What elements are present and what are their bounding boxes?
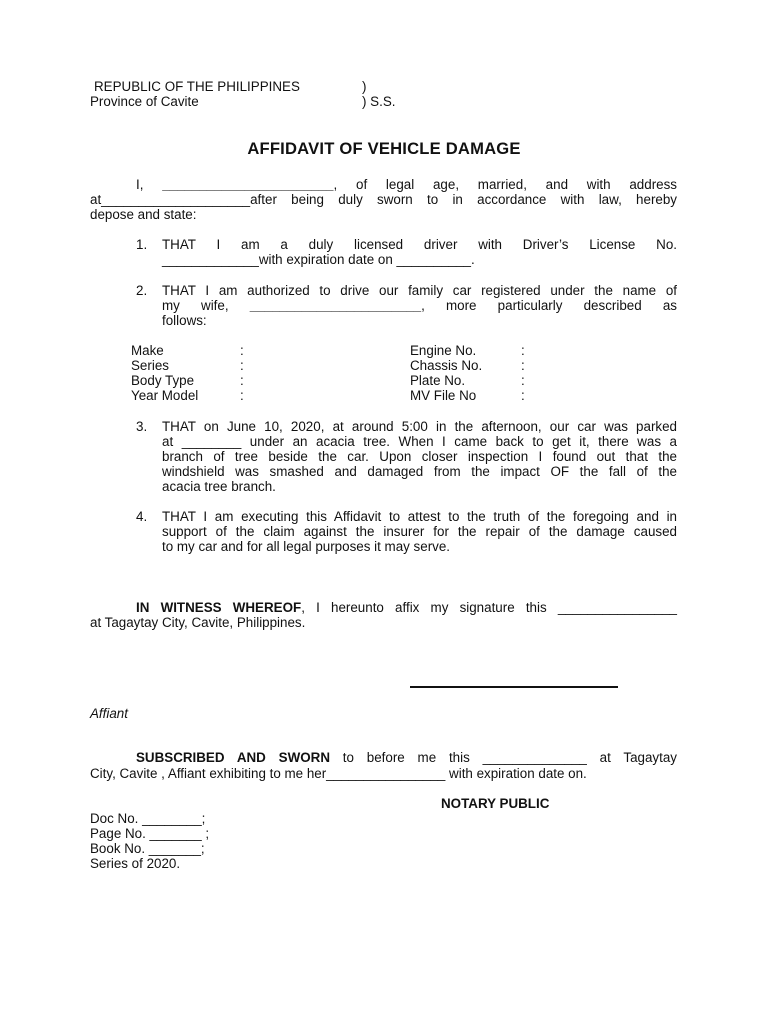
subscribed-line-2: City, Cavite , Affiant exhibiting to me her________________ with expiration date on. xyxy=(90,766,587,781)
witness-text: , I hereunto affix my signature this ________________ xyxy=(301,600,678,615)
item-2-line-2b: , more particularly described as xyxy=(421,298,677,313)
vehicle-plate-label: Plate No. xyxy=(410,373,466,388)
name-blank: _______________________ xyxy=(162,177,334,192)
intro-line-1 xyxy=(136,177,677,192)
vehicle-year-model-colon: : xyxy=(240,388,244,403)
ss-text: ) S.S. xyxy=(362,94,396,109)
item-3-line-1: THAT on June 10, 2020, at around 5:00 in the afternoon, our car was parked xyxy=(162,419,677,434)
vehicle-mv-file-label: MV File No xyxy=(410,388,477,403)
item-1-line-1: THAT I am a duly licensed driver with Driver’s License No. xyxy=(162,237,677,252)
wife-name-blank: _______________________ xyxy=(249,298,422,313)
document-title: AFFIDAVIT OF VEHICLE DAMAGE xyxy=(247,139,521,158)
vehicle-make-label: Make xyxy=(131,343,164,358)
item-4-line-3: to my car and for all legal purposes it may serve. xyxy=(162,539,451,554)
intro-line-3: depose and state: xyxy=(90,207,197,222)
subscribed-heading: SUBSCRIBED AND SWORN xyxy=(136,750,330,765)
vehicle-engine-colon: : xyxy=(521,343,525,358)
item-2-line-3: follows: xyxy=(162,313,207,328)
vehicle-body-type-colon: : xyxy=(240,373,244,388)
vehicle-plate-colon: : xyxy=(521,373,525,388)
item-1-number: 1. xyxy=(136,237,148,252)
vehicle-chassis-label: Chassis No. xyxy=(410,358,483,373)
book-no: Book No. _______; xyxy=(90,841,205,856)
item-2-number: 2. xyxy=(136,283,148,298)
item-1-line-2: _____________with expiration date on __________. xyxy=(162,252,475,267)
item-4-line-2: support of the claim against the insurer for the repair of the damage caused xyxy=(162,524,677,539)
vehicle-body-type-label: Body Type xyxy=(131,373,195,388)
item-2-line-2a: my wife, xyxy=(162,298,250,313)
republic-paren: ) xyxy=(362,79,367,94)
item-4-line-1: THAT I am executing this Affidavit to attest to the truth of the foregoing and in xyxy=(162,509,677,524)
notary-public-label: NOTARY PUBLIC xyxy=(441,796,550,811)
item-2-line-1: THAT I am authorized to drive our family car registered under the name of xyxy=(162,283,677,298)
subscribed-line-1 xyxy=(136,750,677,765)
page-no: Page No. _______ ; xyxy=(90,826,210,841)
item-3-line-2: at ________ under an acacia tree. When I came back to get it, there was a xyxy=(162,434,677,449)
province-text: Province of Cavite xyxy=(90,94,199,109)
signature-line xyxy=(410,674,618,688)
vehicle-mv-file-colon: : xyxy=(521,388,525,403)
vehicle-chassis-colon: : xyxy=(521,358,525,373)
vehicle-series-label: Series xyxy=(131,358,169,373)
item-4-number: 4. xyxy=(136,509,148,524)
item-2-line-2 xyxy=(162,298,677,313)
doc-no: Doc No. ________; xyxy=(90,811,206,826)
series-year: Series of 2020. xyxy=(90,856,181,871)
witness-heading: IN WITNESS WHEREOF xyxy=(136,600,302,615)
vehicle-make-colon: : xyxy=(240,343,244,358)
item-3-line-3: branch of tree beside the car. Upon closer inspection I found out that the xyxy=(162,449,677,464)
vehicle-engine-label: Engine No. xyxy=(410,343,477,358)
intro-line-2: at____________________after being duly sworn to in accordance with law, hereby xyxy=(90,192,677,207)
witness-line-1 xyxy=(136,600,677,615)
item-3-line-5: acacia tree branch. xyxy=(162,479,276,494)
vehicle-year-model-label: Year Model xyxy=(131,388,199,403)
republic-text: REPUBLIC OF THE PHILIPPINES xyxy=(94,79,300,94)
item-3-line-4: windshield was smashed and damaged from the impact OF the fall of the xyxy=(162,464,677,479)
subscribed-text: to before me this ______________ at Tagaytay xyxy=(330,750,677,765)
intro-line-1b: , of legal age, married, and with address xyxy=(333,177,678,192)
witness-line-2: at Tagaytay City, Cavite, Philippines. xyxy=(90,615,306,630)
vehicle-series-colon: : xyxy=(240,358,244,373)
affiant-label: Affiant xyxy=(90,706,128,721)
item-3-number: 3. xyxy=(136,419,148,434)
intro-line-1a: I, xyxy=(136,177,163,192)
